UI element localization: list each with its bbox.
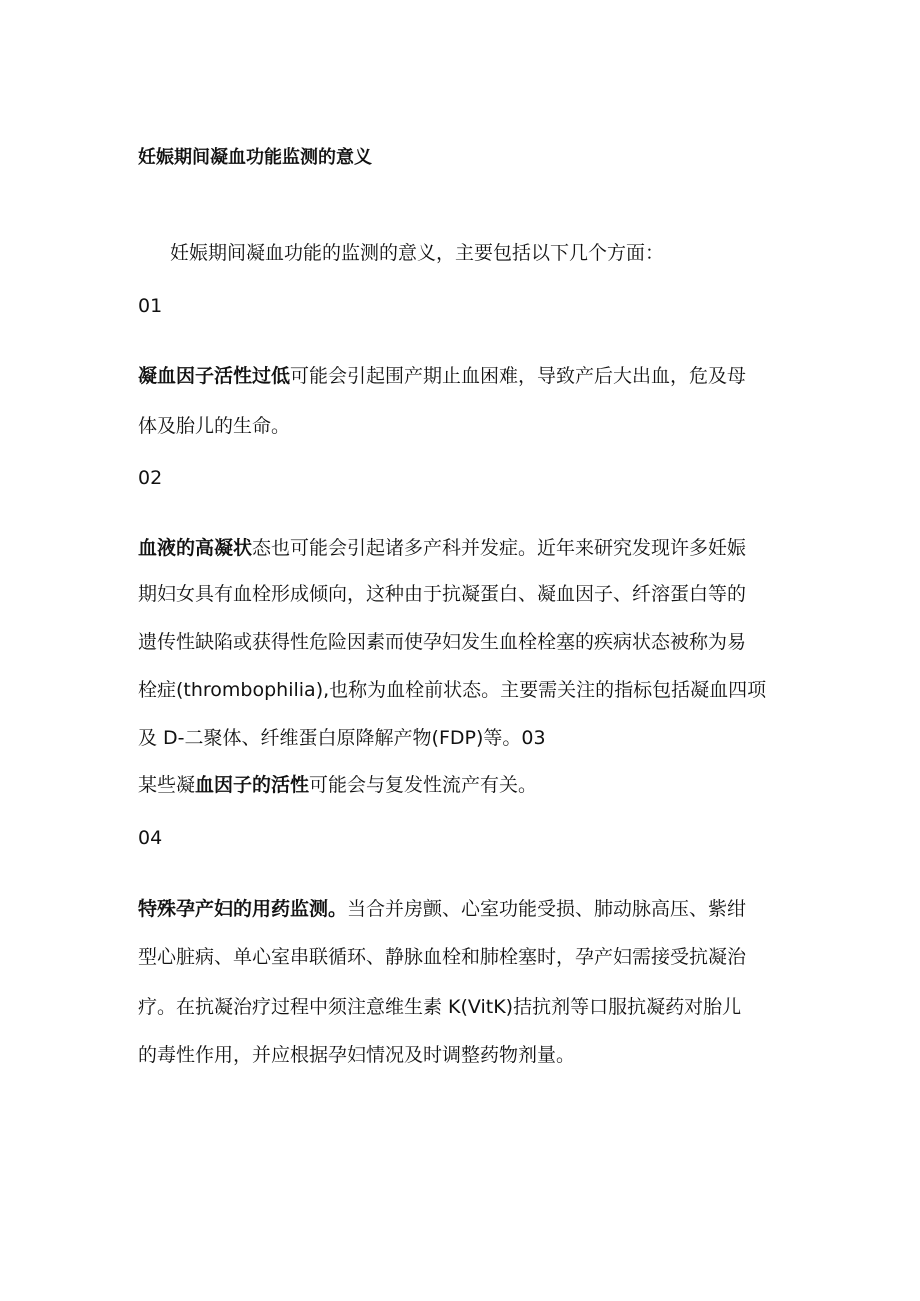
section-03-post: 可能会与复发性流产有关。 xyxy=(309,774,538,796)
section-04-bold: 特殊孕产妇的用药监测。 xyxy=(138,898,348,920)
section-04-line-2: 型心脏病、单心室串联循环、静脉血栓和肺栓塞时，孕产妇需接受抗凝治 xyxy=(138,946,747,968)
section-02-line-2: 期妇女具有血栓形成倾向，这种由于抗凝蛋白、凝血因子、纤溶蛋白等的 xyxy=(138,583,747,605)
section-number-04: 04 xyxy=(138,827,163,849)
page-title: 妊娠期间凝血功能监测的意义 xyxy=(138,147,372,168)
section-01-text: 可能会引起围产期止血困难，导致产后大出血，危及母 xyxy=(290,365,747,387)
section-02-line-3: 遗传性缺陷或获得性危险因素而使孕妇发生血栓栓塞的疾病状态被称为易 xyxy=(138,631,747,653)
section-02-text: 态也可能会引起诸多产科并发症。近年来研究发现许多妊娠 xyxy=(252,537,747,559)
section-02-line-1 xyxy=(138,536,788,560)
section-03-bold: 血因子的活性 xyxy=(195,774,310,796)
section-02-line-5: 及 D-二聚体、纤维蛋白原降解产物(FDP)等。03 xyxy=(138,727,546,749)
section-02-line-4: 栓症(thrombophilia),也称为血栓前状态。主要需关注的指标包括凝血四项 xyxy=(138,679,767,701)
section-04-line-1 xyxy=(138,897,788,921)
section-04-line-4: 的毒性作用，并应根据孕妇情况及时调整药物剂量。 xyxy=(138,1044,576,1066)
section-03-line xyxy=(138,773,788,797)
section-number-01: 01 xyxy=(138,295,163,317)
section-02-bold: 血液的高凝状 xyxy=(138,537,253,559)
intro-paragraph: 妊娠期间凝血功能的监测的意义，主要包括以下几个方面： xyxy=(170,242,665,264)
section-04-text: 当合并房颤、心室功能受损、肺动脉高压、紫绀 xyxy=(347,898,747,920)
section-01-bold: 凝血因子活性过低 xyxy=(138,365,291,387)
section-number-02: 02 xyxy=(138,467,163,489)
section-04-line-3: 疗。在抗凝治疗过程中须注意维生素 K(VitK)拮抗剂等口服抗凝药对胎儿 xyxy=(138,996,742,1018)
section-01-line-1 xyxy=(138,364,788,388)
section-01-line-2: 体及胎儿的生命。 xyxy=(138,415,291,437)
section-03-pre: 某些凝 xyxy=(138,774,196,796)
